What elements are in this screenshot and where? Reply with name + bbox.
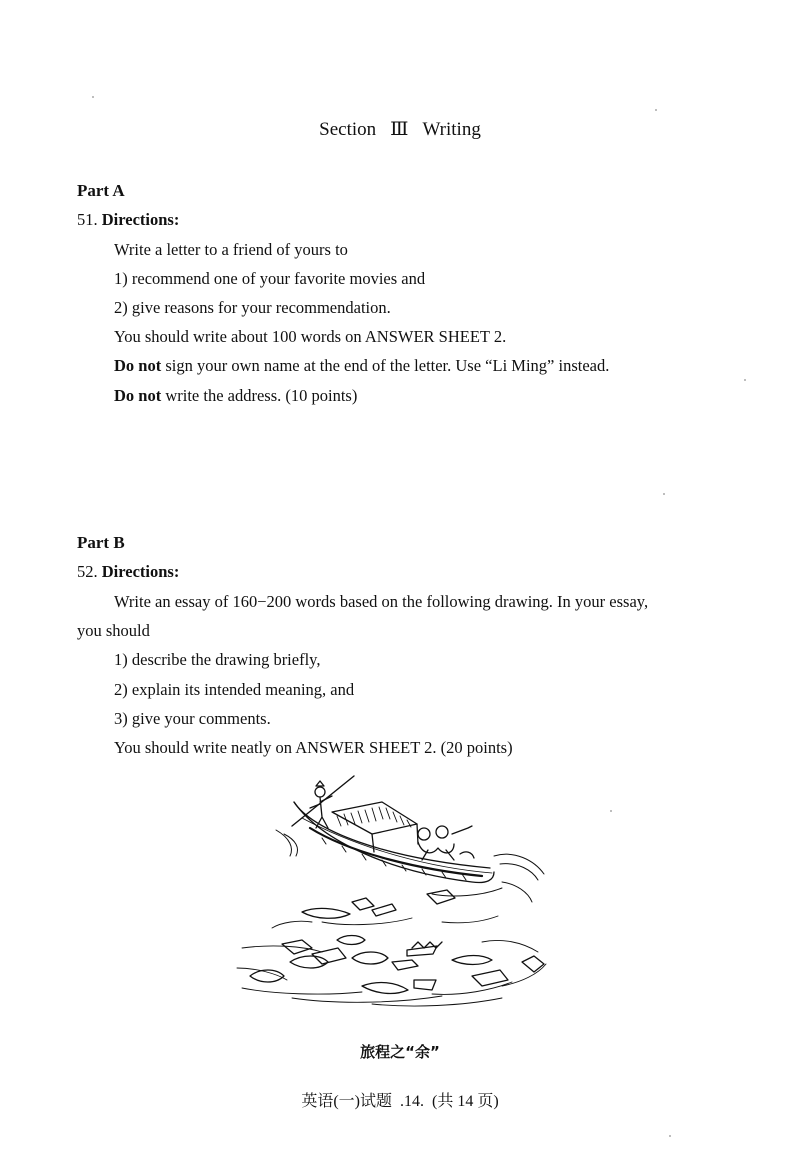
do-not-emphasis: Do not [114, 386, 162, 405]
part-a-line: You should write about 100 words on ANSWER SHEET 2. [114, 327, 507, 346]
part-a-line: Write a letter to a friend of yours to [114, 240, 348, 259]
floating-trash [250, 890, 544, 993]
part-b-line: You should write neatly on ANSWER SHEET 2. (20 points) [114, 738, 513, 757]
footer-total-pages: (共 14 页) [432, 1093, 499, 1110]
part-a-line: 1) recommend one of your favorite movies and [114, 269, 426, 288]
water-ripples [276, 830, 544, 902]
question-number: 52. [77, 562, 98, 581]
part-a-signature-instruction [114, 356, 609, 376]
question-52-directions [77, 562, 179, 582]
question-51-directions [77, 210, 179, 230]
scan-speck [744, 379, 746, 381]
scan-speck [655, 109, 657, 111]
part-a-heading: Part A [77, 181, 125, 200]
drawing-caption: 旅程之“余” [360, 1043, 440, 1061]
part-b-intro: Write an essay of 160−200 words based on the following drawing. In your essay, [114, 592, 649, 611]
section-title [0, 118, 800, 141]
scan-speck [610, 810, 612, 812]
directions-colon: : [173, 210, 180, 229]
part-b-heading: Part B [77, 533, 125, 552]
section-name: Writing [422, 119, 481, 140]
section-label: Section [319, 119, 377, 140]
cartoon-drawing [232, 772, 572, 1032]
scan-speck [669, 1135, 671, 1137]
water-lines [237, 916, 546, 1006]
question-number: 51. [77, 210, 98, 229]
instruction-text: write the address. (10 points) [165, 386, 358, 405]
directions-colon: : [173, 562, 180, 581]
part-a-address-instruction [114, 386, 357, 406]
part-b-line: 3) give your comments. [114, 709, 271, 728]
footer-page-number: .14. [400, 1093, 424, 1110]
do-not-emphasis: Do not [114, 356, 162, 375]
footer-subject: 英语(一)试题 [301, 1093, 392, 1110]
instruction-text: sign your own name at the end of the letter. Use “Li Ming” instead. [165, 356, 610, 375]
part-b-line: 2) explain its intended meaning, and [114, 680, 355, 699]
scan-speck [663, 493, 665, 495]
scan-speck [92, 96, 94, 98]
boatman [292, 776, 354, 828]
section-numeral: Ⅲ [390, 119, 409, 140]
directions-label: Directions [101, 562, 174, 581]
part-b-line: 1) describe the drawing briefly, [114, 650, 321, 669]
part-a-line: 2) give reasons for your recommendation. [114, 298, 391, 317]
part-b-intro-continued: you should [77, 621, 150, 640]
page-footer [0, 1088, 800, 1111]
passengers [418, 826, 474, 860]
directions-label: Directions [101, 210, 174, 229]
